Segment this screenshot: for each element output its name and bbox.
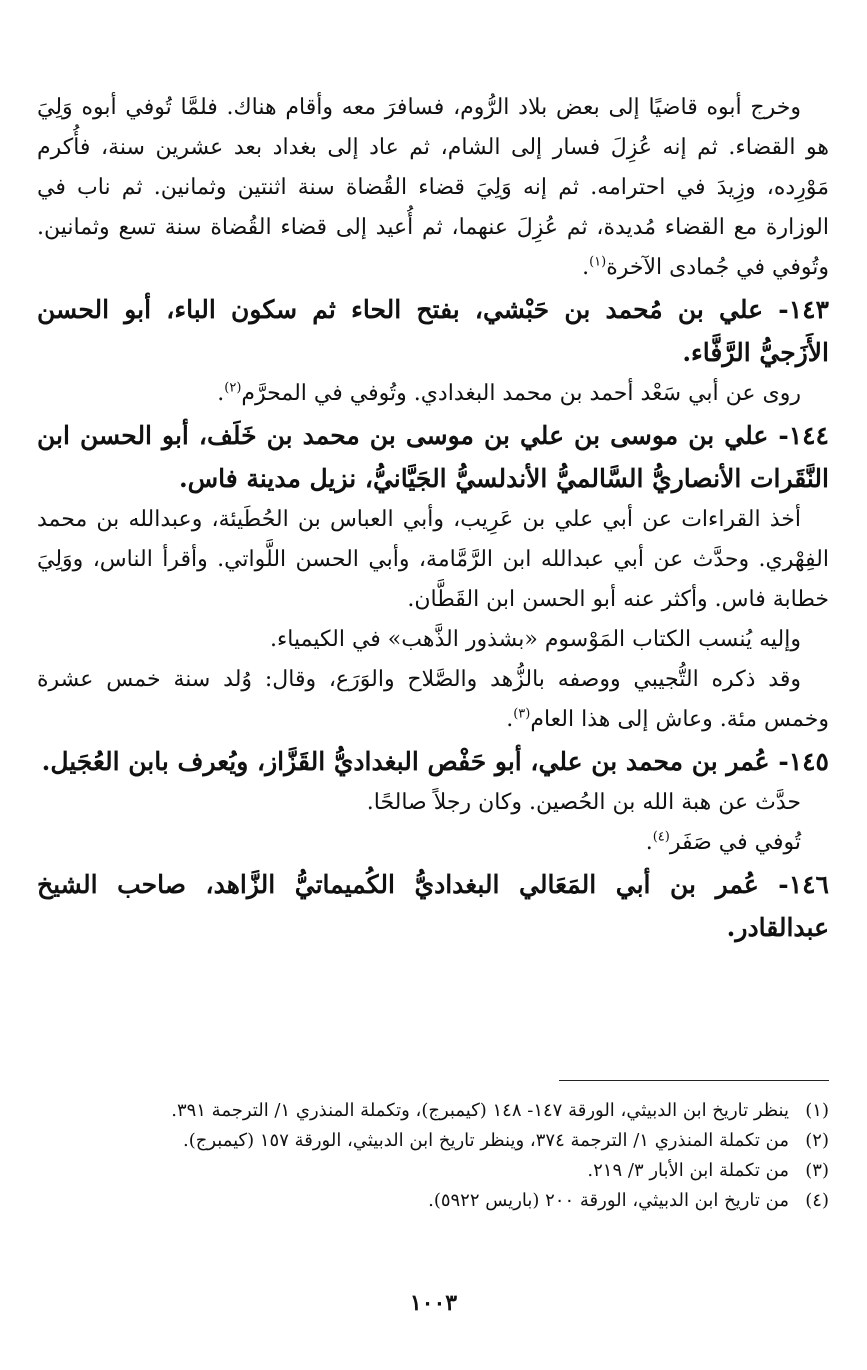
entry-number: ١٤٥- xyxy=(778,747,829,776)
footnote-text: من تكملة ابن الأبار ٣/ ٢١٩. xyxy=(587,1160,789,1181)
entry-145-heading xyxy=(37,740,829,783)
entry-144-paragraph-1: أخذ القراءات عن أبي علي بن عَرِيب، وأبي العباس بن الحُطَيئة، وعبدالله بن محمد الفِهْري. وحدَّث عن أبي عبدالله ابن الرَّمَّامة، وأبي الحسن اللَّواتي. وأقرأ الناس، ووَلِيَ خطابة فاس. وأكثر عنه أبو الحسن ابن القَطَّان. xyxy=(37,507,829,612)
footnote-number: (١) xyxy=(805,1100,829,1121)
footnote-item xyxy=(37,1096,829,1126)
entry-title: علي بن موسى بن علي بن موسى بن محمد بن خَلَف، أبو الحسن ابن النَّقَرات الأنصاريُّ السَّالميُّ الأندلسيُّ الجَيَّانيُّ، نزيل مدينة فاس. xyxy=(37,421,829,493)
entry-number: ١٤٦- xyxy=(778,870,829,899)
entry-144-heading xyxy=(37,414,829,500)
footnote-ref-1[interactable]: (١) xyxy=(589,254,607,270)
footnote-text: من تكملة المنذري ١/ الترجمة ٣٧٤، وينظر تاريخ ابن الدبيثي، الورقة ١٥٧ (كيمبرج). xyxy=(182,1130,789,1151)
entry-145-paragraph-1: حدَّث عن هبة الله بن الحُصين. وكان رجلاً صالحًا. xyxy=(366,790,801,815)
paragraph-continuation: وخرج أبوه قاضيًا إلى بعض بلاد الرُّوم، فسافرَ معه وأقام هناك. فلمَّا تُوفي أبوه وَلِيَ هو القضاء. ثم إنه عُزِلَ فسار إلى الشام، ثم عاد إلى بغداد بعد عشرين سنة، فأُكرم مَوْرِده، وزِيدَ في احترامه. ثم إنه وَلِيَ قضاء القُضاة سنة اثنتين وثمانين. ثم ناب في الوزارة مع القضاء مُديدة، ثم عُزِلَ عنهما، ثم أُعيد إلى قضاء القُضاة سنة تسع وثمانين. وتُوفي في جُمادى الآخرة$^{(١)}$. xyxy=(37,95,829,280)
footnote-separator xyxy=(559,1080,829,1081)
footnote-number: (٣) xyxy=(805,1160,829,1181)
paragraph-text: تُوفي في صَفَر xyxy=(669,830,801,855)
page-number: ١٠٠٣ xyxy=(409,1290,458,1316)
footnote-ref-3[interactable]: (٣) xyxy=(513,706,531,722)
footnote-number: (٢) xyxy=(805,1130,829,1151)
paragraph-text: روى عن أبي سَعْد أحمد بن محمد البغدادي. وتُوفي في المحرَّم xyxy=(241,381,801,406)
footnote-text: من تاريخ ابن الدبيثي، الورقة ٢٠٠ (باريس ٥٩٢٢). xyxy=(428,1190,789,1211)
footnote-text: ينظر تاريخ ابن الدبيثي، الورقة ١٤٧- ١٤٨ (كيمبرج)، وتكملة المنذري ١/ الترجمة ٣٩١. xyxy=(171,1100,789,1121)
entry-title: عُمر بن محمد بن علي، أبو حَفْص البغداديُّ القَزَّاز، ويُعرف بابن العُجَيل. xyxy=(41,747,770,776)
entry-145-paragraph-2: تُوفي في صَفَر$^{(٤)}$. xyxy=(645,829,801,855)
footnote-ref-2[interactable]: (٢) xyxy=(224,380,242,396)
paragraph-text: وقد ذكره التُّجيبي ووصفه بالزُّهد والصَّلاح والوَرَع، وقال: وُلد سنة خمس عشرة وخمس مئة. وعاش إلى هذا العام xyxy=(37,667,829,732)
footnote-ref-4[interactable]: (٤) xyxy=(652,829,670,845)
paragraph-text: وخرج أبوه قاضيًا إلى بعض بلاد الرُّوم، فسافرَ معه وأقام هناك. فلمَّا تُوفي أبوه وَلِيَ هو القضاء. ثم إنه عُزِلَ فسار إلى الشام، ثم عاد إلى بغداد بعد عشرين سنة، فأُكرم مَوْرِده، وزِيدَ في احترامه. ثم إنه وَلِيَ قضاء القُضاة سنة اثنتين وثمانين. ثم ناب في الوزارة مع القضاء مُديدة، ثم عُزِلَ عنهما، ثم أُعيد إلى قضاء القُضاة سنة تسع وثمانين. وتُوفي في جُمادى الآخرة xyxy=(37,95,829,280)
entry-number: ١٤٣- xyxy=(778,295,829,324)
entry-146-heading xyxy=(37,863,829,949)
entry-144-paragraph-3: وقد ذكره التُّجيبي ووصفه بالزُّهد والصَّلاح والوَرَع، وقال: وُلد سنة خمس عشرة وخمس مئة. وعاش إلى هذا العام$^{(٣)}$. xyxy=(37,667,829,732)
entry-title: عُمر بن أبي المَعَالي البغداديُّ الكُميماتيُّ الزَّاهد، صاحب الشيخ عبدالقادر. xyxy=(37,870,829,942)
footnote-number: (٤) xyxy=(805,1190,829,1211)
entry-143-text: روى عن أبي سَعْد أحمد بن محمد البغدادي. وتُوفي في المحرَّم$^{(٢)}$. xyxy=(217,380,801,406)
entry-number: ١٤٤- xyxy=(778,421,829,450)
entry-144-paragraph-2: وإليه يُنسب الكتاب المَوْسوم «بشذور الذَّهب» في الكيمياء. xyxy=(269,627,801,652)
footnote-item xyxy=(37,1126,829,1156)
footnote-item xyxy=(37,1156,829,1186)
page-body xyxy=(37,88,829,949)
footnote-item xyxy=(37,1186,829,1216)
entry-title: علي بن مُحمد بن حَبْشي، بفتح الحاء ثم سكون الباء، أبو الحسن الأَزَجيُّ الرَّفَّاء. xyxy=(37,295,829,367)
footnotes xyxy=(37,1096,829,1216)
entry-143-heading xyxy=(37,288,829,374)
